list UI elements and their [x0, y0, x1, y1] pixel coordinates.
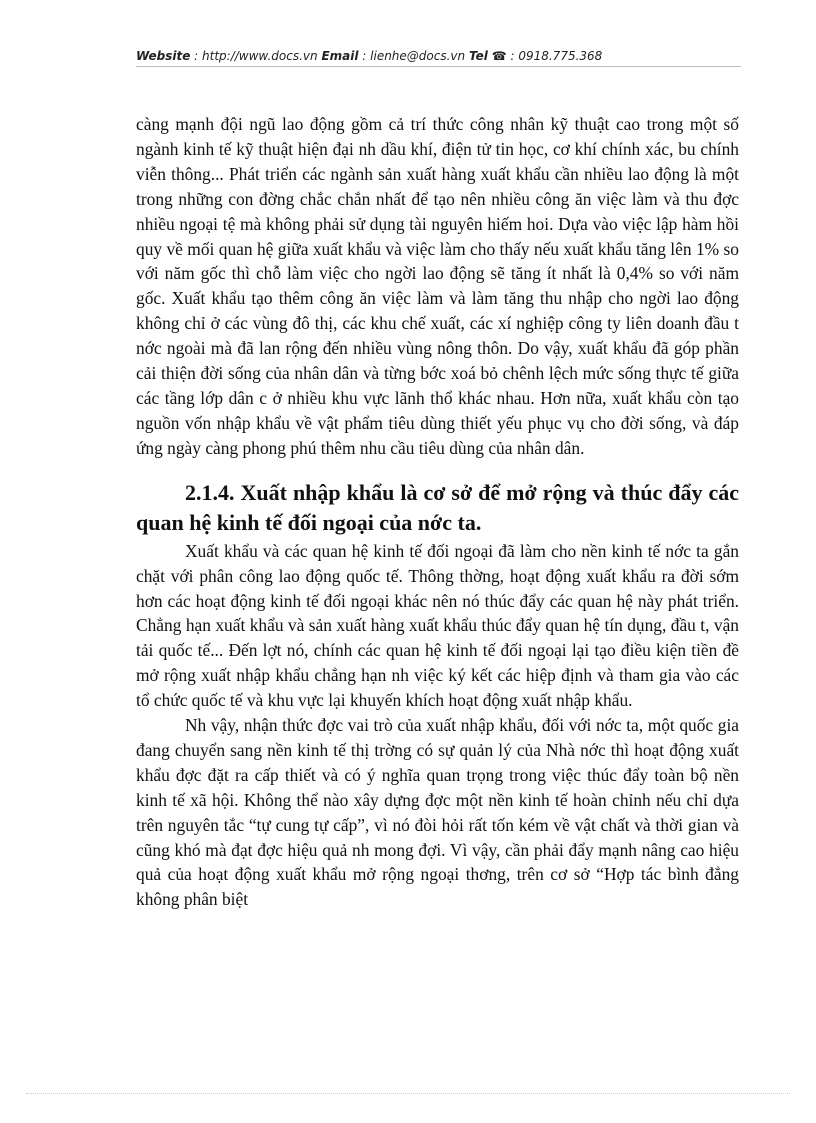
header-divider — [136, 66, 741, 67]
email-label: Email — [321, 49, 359, 63]
section-heading: 2.1.4. Xuất nhập khẩu là cơ sở để mở rộng và thúc đẩy các quan hệ kinh tế đối ngoại của nớc ta. — [136, 479, 739, 535]
tel-value: : 0918.775.368 — [510, 49, 603, 63]
paragraph-1: càng mạnh đội ngũ lao động gồm cả trí thức công nhân kỹ thuật cao trong một số ngành kinh tế kỹ thuật hiện đại nh dầu khí, điện tử tin học, cơ khí chính xác, bu chính viễn thông... Phát triển các ngành sản xuất hàng xuất khẩu cần nhiều lao động là một trong những con đờng chắc chắn nhất để tạo nên nhiều công ăn việc làm và thu đợc nhiều ngoại tệ mà không phải sử dụng tài nguyên hiếm hoi. Dựa vào việc lập hàm hồi quy về mối quan hệ giữa xuất khẩu và việc làm cho thấy nếu xuất khẩu tăng lên 1% so với năm gốc thì chỗ làm việc cho ngời lao động sẽ tăng ít nhất là 0,4% so với năm gốc. Xuất khẩu tạo thêm công ăn việc làm và làm tăng thu nhập cho ngời lao động không chỉ ở các vùng đô thị, các khu chế xuất, các xí nghiệp công ty liên doanh đầu t nớc ngoài mà đã lan rộng đến nhiều vùng nông thôn. Do vậy, xuất khẩu đã góp phần cải thiện đời sống của nhân dân và từng bớc xoá bỏ chênh lệch mức sống thực tế giữa các tầng lớp dân c ở nhiều khu vực lãnh thổ khác nhau. Hơn nữa, xuất khẩu còn tạo nguồn vốn nhập khẩu về vật phẩm tiêu dùng thiết yếu phục vụ cho đời sống, và đáp ứng ngày càng phong phú thêm nhu cầu tiêu dùng của nhân dân. — [136, 114, 739, 458]
paragraph-3: Nh vậy, nhận thức đợc vai trò của xuất nhập khẩu, đối với nớc ta, một quốc gia đang chuyển sang nền kinh tế thị trờng có sự quản lý của Nhà nớc thì hoạt động xuất khẩu đợc đặt ra cấp thiết và có ý nghĩa quan trọng trong việc thúc đẩy toàn bộ nền kinh tế xã hội. Không thể nào xây dựng đợc một nền kinh tế hoàn chỉnh nếu chỉ dựa trên nguyên tắc “tự cung tự cấp”, vì nó đòi hỏi rất tốn kém về vật chất và thời gian và cũng khó mà đạt đợc hiệu quả nh mong đợi. Vì vậy, cần phải đẩy mạnh nâng cao hiệu quả của hoạt động xuất khẩu mở rộng ngoại thơng, trên cơ sở “Hợp tác bình đẳng không phân biệt — [136, 715, 739, 910]
tel-label: Tel — [468, 49, 488, 63]
document-body — [136, 112, 739, 912]
website-label: Website — [136, 49, 191, 63]
page-header — [136, 49, 741, 63]
footer-divider — [26, 1093, 790, 1094]
email-value: : lienhe@docs.vn — [362, 49, 466, 63]
website-value: : http://www.docs.vn — [194, 49, 318, 63]
paragraph-2: Xuất khẩu và các quan hệ kinh tế đối ngoại đã làm cho nền kinh tế nớc ta gắn chặt với phân công lao động quốc tế. Thông thờng, hoạt động xuất khẩu ra đời sớm hơn các hoạt động kinh tế đối ngoại khác nên nó thúc đẩy các quan hệ này phát triển. Chẳng hạn xuất khẩu và sản xuất hàng xuất khẩu thúc đẩy quan hệ tín dụng, đầu t, vận tải quốc tế... Đến lợt nó, chính các quan hệ kinh tế đối ngoại lại tạo điều kiện tiền đề mở rộng xuất nhập khẩu chẳng hạn nh việc ký kết các hiệp định và tham gia vào các tổ chức quốc tế và khu vực lại khuyến khích hoạt động xuất nhập khẩu. — [136, 540, 739, 711]
phone-icon: ☎ — [491, 49, 507, 63]
